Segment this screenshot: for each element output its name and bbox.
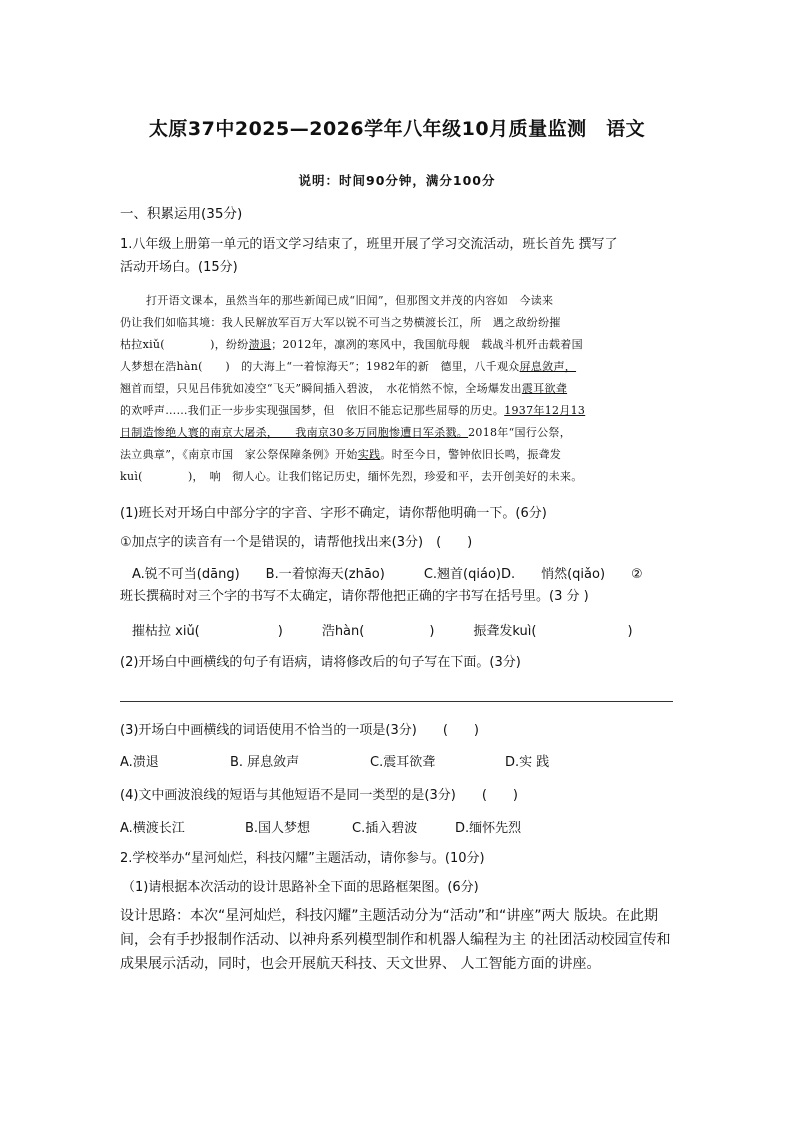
underlined-word: 屏息敛声， [519, 360, 577, 373]
option-a: A.横渡长江 [120, 821, 185, 836]
option-b: B.国人梦想 [245, 821, 311, 836]
passage-line: kuì( )， 响 彻人心。让我们铭记历史，缅怀先烈，珍爱和平，去开创美好的未来。 [120, 470, 583, 483]
underlined-word: 实践 [357, 448, 381, 461]
question-1-1-fill-blanks: 摧枯拉 xiǔ( ) 浩hàn( ) 振聋发kuì( ) [132, 624, 633, 639]
passage-line: 仍让我们如临其境：我人民解放军百万大军以锐不可当之势横渡长江，所 遇之敌纷纷摧 [120, 316, 561, 329]
exam-instructions: 说明：时间90分钟，满分100分 [298, 173, 496, 188]
underlined-word: 震耳欲聋 [521, 382, 568, 395]
passage-text: 法立典章”，《南京市国 家公祭保障条例》开始 [120, 448, 358, 461]
option-a: A.溃退 [120, 755, 159, 770]
underlined-sentence: 日制造惨绝人寰的南京大屠杀， 我南京30多万同胞惨遭日军杀戮。 [120, 426, 469, 439]
passage-line [120, 358, 576, 374]
question-1-3-prompt: (3)开场白中画横线的词语使用不恰当的一项是(3分) ( ) [120, 723, 479, 738]
passage-line: 打开语文课本，虽然当年的那些新闻已成“旧闻”，但那图文并茂的内容如 今读来 [146, 294, 554, 307]
passage-text: 人梦想在浩hàn( ) 的大海上“一着惊海天”；1982年的新 德里，八千观众 [120, 360, 520, 373]
passage-line [120, 336, 583, 352]
question-2-prompt: 2.学校举办“星河灿烂，科技闪耀”主题活动，请你参与。(10分) [120, 851, 485, 866]
option-c: C.插入碧波 [352, 821, 418, 836]
question-1-line-1: 1.八年级上册第一单元的语文学习结束了，班里开展了学习交流活动，班长首先 撰写了 [120, 237, 618, 252]
passage-text: 枯拉xiǔ( )，纷纷 [120, 338, 249, 351]
passage-text: 。时至今日，警钟依旧长鸣，振聋发 [380, 448, 562, 461]
passage-text: ；2012年，凛冽的寒风中，我国航母舰 载战斗机歼击载着国 [271, 338, 583, 351]
passage-line [120, 424, 571, 440]
question-1-1-prompt: (1)班长对开场白中部分字的字音、字形不确定，请你帮他明确一下。(6分) [120, 506, 547, 521]
underlined-sentence: 1937年12月13 [504, 404, 586, 417]
question-1-1-sub-1: ①加点字的读音有一个是错误的，请帮他找出来(3分) ( ) [120, 535, 473, 550]
option-d: D.缅怀先烈 [455, 821, 522, 836]
design-idea-paragraph: 设计思路：本次“星河灿烂，科技闪耀”主题活动分为“活动”和“讲座”两大 版块。在此期间，会有手抄报制作活动、以神舟系列模型制作和机器人编程为主 的社团活动校园宣传和成果展示活动，同时，也会开展航天科技、天文世界、 人工智能方面的讲座。 [120, 908, 671, 972]
question-1-2-prompt: (2)开场白中画横线的句子有语病，请将修改后的句子写在下面。(3分) [120, 655, 521, 670]
question-1-line-2: 活动开场白。(15分) [120, 260, 238, 275]
question-1-1-sub-2: 班长撰稿时对三个字的书写不太确定，请你帮他把正确的字书写在括号里。(3 分 ) [120, 589, 589, 604]
page-title: 太原37中2025—2026学年八年级10月质量监测 语文 [148, 118, 646, 140]
passage-text: 翘首而望，只见吕伟犹如凌空“飞天”瞬间插入碧波， 水花悄然不惊，全场爆发出 [120, 382, 522, 395]
passage-line [120, 380, 567, 396]
option-d: D.实 践 [505, 755, 550, 770]
passage-line [120, 402, 585, 418]
answer-line[interactable] [120, 701, 673, 702]
question-1-1-options: A.锐不可当(dāng) B.一着惊海天(zhāo) C.翘首(qiáo)D. 悄然(qiǎo) ② [132, 567, 643, 582]
passage-text: 2018年“国行公祭， [468, 426, 572, 439]
question-1-4-prompt: (4)文中画波浪线的短语与其他短语不是同一类型的是(3分) ( ) [120, 788, 518, 803]
option-b: B. 屏息敛声 [230, 755, 300, 770]
option-c: C.震耳欲聋 [370, 755, 436, 770]
underlined-word: 溃退 [248, 338, 272, 351]
section-heading: 一、积累运用(35分) [120, 206, 243, 222]
question-2-1-prompt: （1)请根据本次活动的设计思路补全下面的思路框架图。(6分) [122, 880, 479, 895]
passage-text: 的欢呼声……我们正一步步实现强国梦，但 依旧不能忘记那些屈辱的历史。 [120, 404, 505, 417]
passage-line [120, 446, 561, 462]
